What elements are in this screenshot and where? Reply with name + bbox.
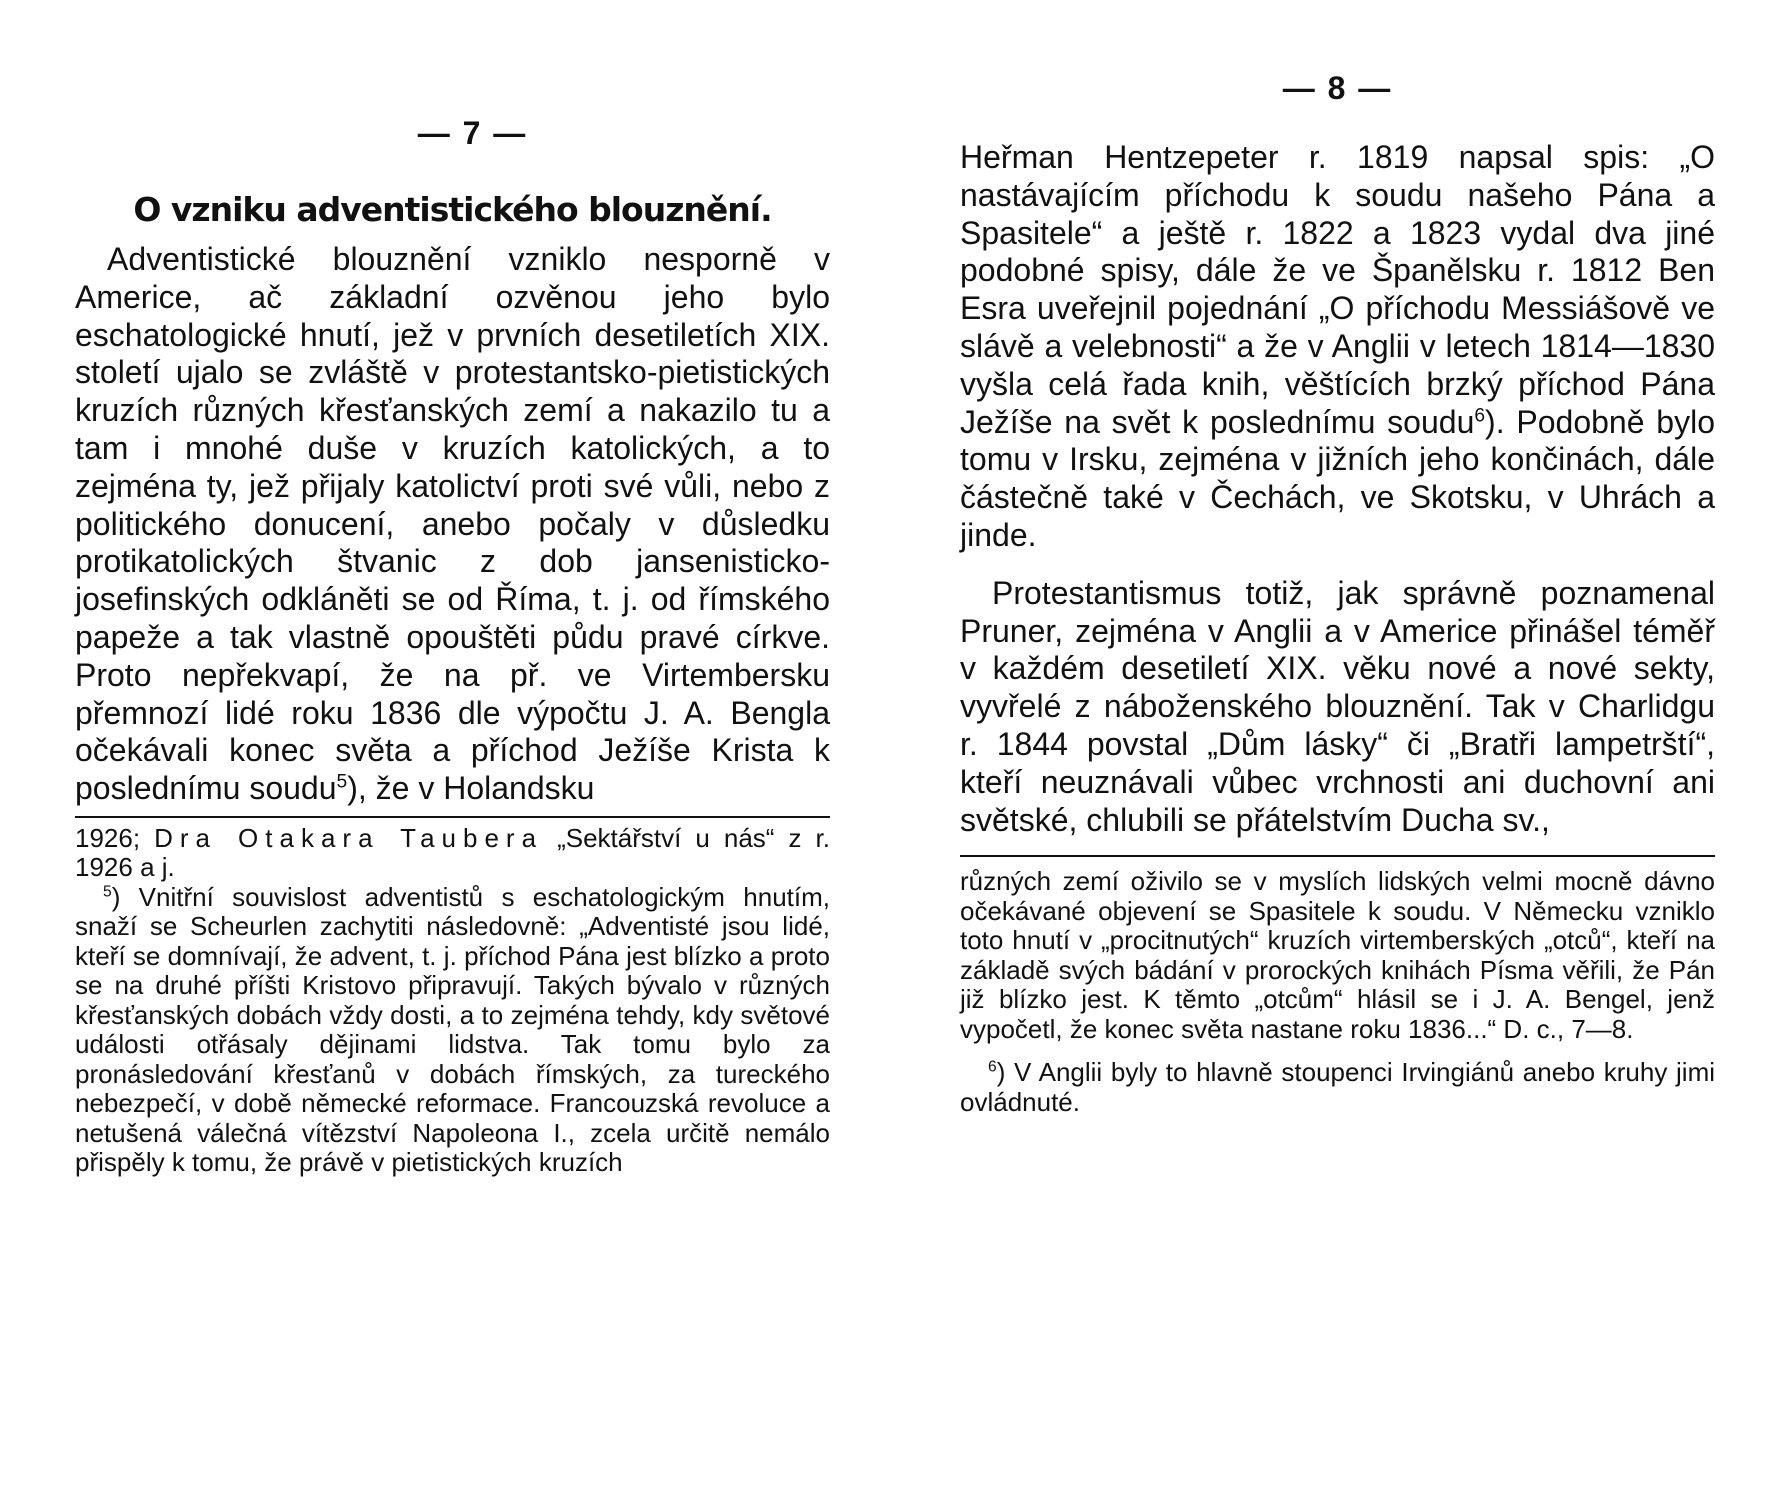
left-paragraph-tail: ), že v Holandsku — [347, 770, 595, 807]
footnote-divider-right — [960, 855, 1715, 857]
footnote-cont-start: 1926; — [75, 822, 155, 853]
footnote-6 — [960, 1058, 1715, 1117]
right-paragraph-1 — [960, 139, 1715, 555]
right-paragraph-1-text: Heřman Hentzepeter r. 1819 napsal spis: „O nastávajícím příchodu k soudu našeho Pána a Spasitele“ a ještě r. 1822 a 1823 vydal dva jiné podobné spisy, dále že ve Španělsku r. 1812 Ben Esra uveřejnil pojednání „O příchodu Messiášově ve slávě a velebnosti“ a že v Anglii v letech 1814—1830 vyšla celá řada knih, věštících brzký příchod Pána Ježíše na svět k poslednímu soudu — [960, 139, 1715, 440]
left-body-text — [75, 241, 830, 808]
right-page — [960, 70, 1715, 1117]
footnote-6-text: ) V Anglii byly to hlavně stoupenci Irvingiánů anebo kruhy jimi ovládnuté. — [960, 1057, 1715, 1117]
right-paragraph-1-tail: ). Podobně bylo tomu v Irsku, zejména v jižních jeho končinách, dále částečně také v Čechách, ve Skotsku, v Uhrách a jinde. — [960, 403, 1716, 553]
page-number-left: — 7 — — [417, 115, 528, 151]
right-paragraph-2: Protestantismus totiž, jak správně poznamenal Pruner, zejména v Anglii a v Americe přinášel téměř v každém desetiletí XIX. věku nové a nové sekty, vyvřelé z náboženského blouznění. Tak v Charlidgu r. 1844 povstal „Dům lásky“ či „Bratři lampetrští“, kteří neuznávali vůbec vrchnosti ani duchovní ani světské, chlubili se přátelstvím Ducha sv., — [960, 574, 1715, 838]
left-footnotes — [75, 824, 830, 1178]
right-body-text — [960, 139, 1715, 839]
footnote-continuation-left — [75, 824, 830, 883]
page-number-right: — 8 — — [1282, 70, 1393, 106]
right-footnotes — [960, 867, 1715, 1117]
chapter-heading: O vzniku adventistického blouznění. — [133, 190, 772, 229]
footnote-6-mark: 6 — [988, 1058, 997, 1076]
left-paragraph-text: Adventistické blouznění vzniklo nesporně v Americe, ač základní ozvěnou jeho bylo eschatologické hnutí, jež v prvních desetiletích XIX. století ujalo se zvláště v protestantsko-pietistických kruzích různých křesťanských zemí a nakazilo tu a tam i mnohé duše v kruzích katolických, a to zejména ty, jež přijaly katolictví proti své vůli, nebo z politického donucení, anebo počaly v důsledku protikatolických štvanic z dob jansenisticko-josefinských odkláněti se od Říma, t. j. od římského papeže a tak vlastně opouštěti půdu pravé církve. Proto nepřekvapí, že na př. ve Virtembersku přemnozí lidé roku 1836 dle výpočtu J. A. Bengla očekávali konec světa a příchod Ježíše Krista k poslednímu soudu — [75, 241, 830, 807]
left-paragraph — [75, 241, 830, 808]
footnote-ref-6: 6 — [1474, 404, 1486, 426]
footnote-5 — [75, 883, 830, 1178]
footnote-divider-left — [75, 816, 830, 818]
footnote-ref-5: 5 — [336, 771, 348, 793]
footnote-continuation-right: různých zemí oživilo se v myslích lidských velmi mocně dávno očekávané objevení se Spasitele k soudu. V Německu vzniklo toto hnutí v „procitnutých“ kruzích virtemberských „otců“, kteří na základě svých bádání v prorockých knihách Písma věřili, že Pán již blízko jest. K těmto „otcům“ hlásil se i J. A. Bengel, jenž vypočetl, že konec světa nastane roku 1836...“ D. c., 7—8. — [960, 866, 1715, 1044]
footnote-author-spaced: Dra Otakara Taubera — [154, 822, 544, 853]
footnote-5-text: ) Vnitřní souvislost adventistů s eschatologickým hnutím, snaží se Scheurlen zachytiti následovně: „Adventisté jsou lidé, kteří se domnívají, že advent, t. j. příchod Pána jest blízko a proto se na druhé příšti Kristovo připravují. Takých bývalo v různých křesťanských dobách vždy dosti, a to zejména tehdy, kdy světové události otřásaly dějinami lidstva. Tak tomu bylo za pronásledování křesťanů v dobách římských, za tureckého nebezpečí, v době německé reformace. Francouzská revoluce a netušená válečná vítězství Napoleona I., zcela určitě nemálo přispěly k tomu, že právě v pietistických kruzích — [75, 881, 830, 1178]
footnote-cont-end: „Sektářství u nás“ z r. 1926 a j. — [75, 822, 830, 883]
left-page — [75, 115, 830, 1178]
footnote-5-mark: 5 — [103, 883, 112, 901]
